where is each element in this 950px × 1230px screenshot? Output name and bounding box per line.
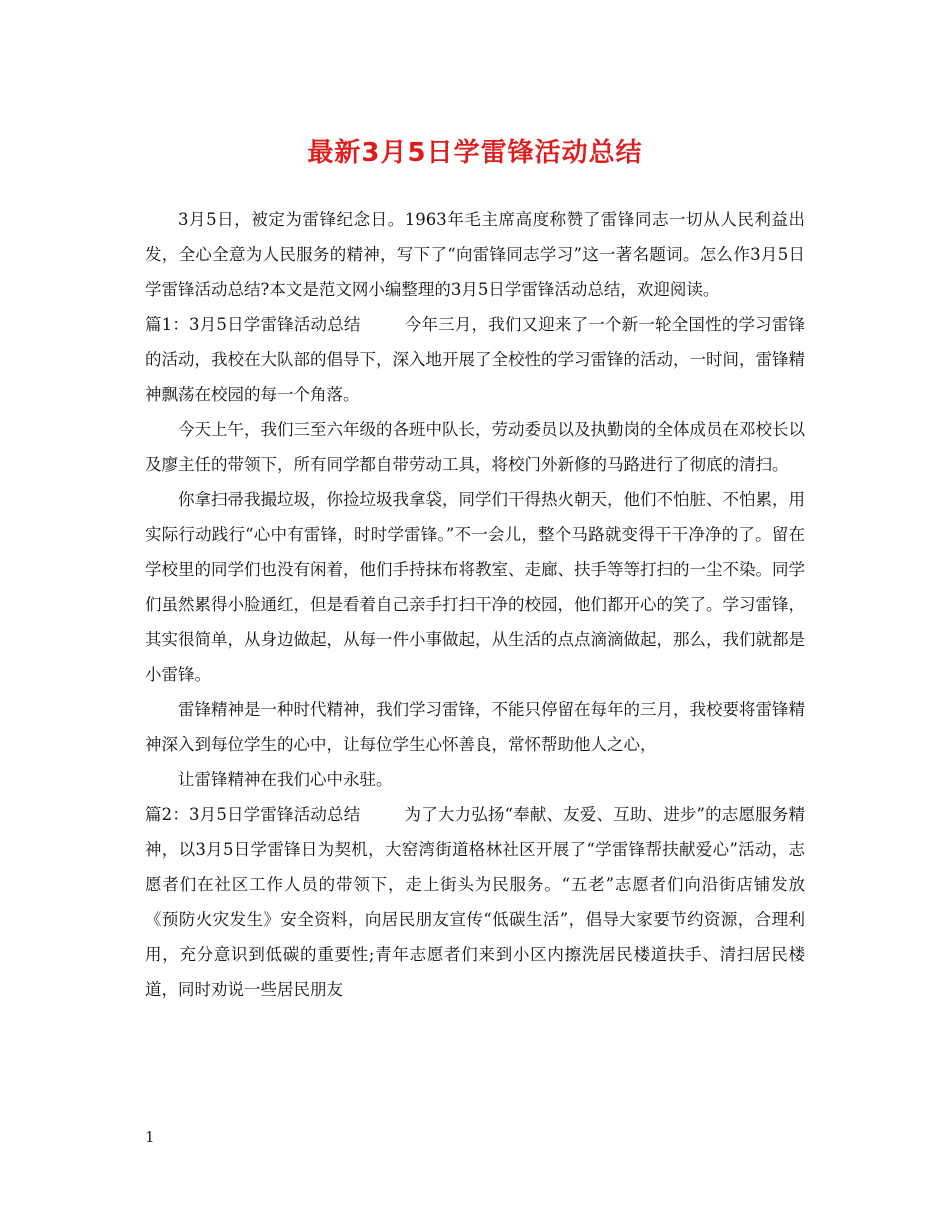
section1-heading: 篇1：3月5日学雷锋活动总结 (145, 315, 361, 334)
document-title: 最新3月5日学雷锋活动总结 (307, 138, 643, 168)
section1-lead: 今年三月，我们又迎来了一个新一轮全国性的学习雷锋的活动，我校在大队部的倡导下，深入地开展了全校性的学习雷锋的活动，一时间，雷锋精神飘荡在校园的每一个角落。 (145, 315, 805, 404)
section2-heading: 篇2：3月5日学雷锋活动总结 (145, 805, 361, 824)
section1-paragraph-2: 今天上午，我们三至六年级的各班中队长，劳动委员以及执勤岗的全体成员在邓校长以及廖主任的带领下，所有同学都自带劳动工具，将校门外新修的马路进行了彻底的清扫。 (145, 420, 805, 474)
section1-paragraph-5: 让雷锋精神在我们心中永驻。 (178, 770, 393, 789)
section1-paragraph-3: 你拿扫帚我撮垃圾，你捡垃圾我拿袋，同学们干得热火朝天，他们不怕脏、不怕累，用实际行动践行“心中有雷锋，时时学雷锋。”不一会儿，整个马路就变得干干净净的了。留在学校里的同学们也没有闲着，他们手持抹布将教室、走廊、扶手等等打扫的一尘不染。同学们虽然累得小脸通红，但是看着自己亲手打扫干净的校园，他们都开心的笑了。学习雷锋，其实很简单，从身边做起，从每一件小事做起，从生活的点点滴滴做起，那么，我们就都是小雷锋。 (145, 490, 805, 684)
section1-paragraph (145, 307, 805, 412)
section1-paragraph-4: 雷锋精神是一种时代精神，我们学习雷锋，不能只停留在每年的三月，我校要将雷锋精神深入到每位学生的心中，让每位学生心怀善良，常怀帮助他人之心， (145, 700, 805, 754)
intro-paragraph: 3月5日，被定为雷锋纪念日。1963年毛主席高度称赞了雷锋同志一切从人民利益出发，全心全意为人民服务的精神，写下了“向雷锋同志学习”这一著名题词。怎么作3月5日学雷锋活动总结?本文是范文网小编整理的3月5日学雷锋活动总结，欢迎阅读。 (145, 210, 805, 299)
document-body (145, 202, 805, 1007)
section2-lead: 为了大力弘扬“奉献、友爱、互助、进步”的志愿服务精神，以3月5日学雷锋日为契机，大窑湾街道格林社区开展了“学雷锋帮扶献爱心”活动，志愿者们在社区工作人员的带领下，走上街头为民服务。“五老”志愿者们向沿街店铺发放《预防火灾发生》安全资料，向居民朋友宣传“低碳生活”，倡导大家要节约资源，合理利用，充分意识到低碳的重要性;青年志愿者们来到小区内擦洗居民楼道扶手、清扫居民楼道，同时劝说一些居民朋友 (145, 805, 805, 999)
page-number: 1 (145, 1128, 155, 1146)
section2-paragraph (145, 797, 805, 1007)
